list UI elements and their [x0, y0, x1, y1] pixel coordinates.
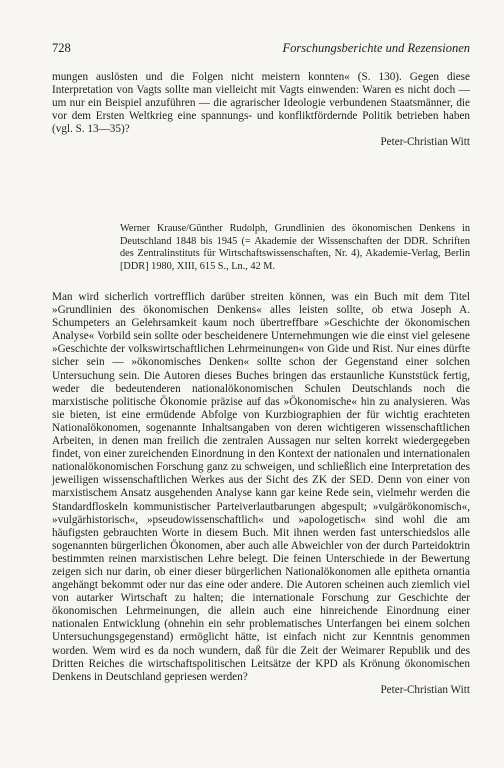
running-title: Forschungsberichte und Rezensionen [282, 41, 470, 55]
continuation-paragraph: mungen auslösten und die Folgen nicht meistern konnten« (S. 130). Gegen diese Interpretation von Vagts sollte man vielleicht mit Vagts einwenden: Waren es nicht doch — um nur ein Beispiel anzuführen — die agrarischer Ideologie verbundenen Staatsmänner, die vor dem Ersten Weltkrieg eine spannungs- und konfliktfördernde Politik betrieben haben (vgl. S. 13—35)? [52, 71, 470, 136]
page-header [52, 41, 470, 56]
review-body: Man wird sicherlich vortrefflich darüber streiten können, was ein Buch mit dem Titel »Grundlinien des ökonomischen Denkens« alles leisten sollte, ob etwa Joseph A. Schumpeters an Gelehrsamkeit kaum noch übertreffbare »Geschichte der ökonomischen Analyse« Vorbild sein sollte oder bescheidenere Unternehmungen wie die einst viel gelesene »Geschichte der volkswirtschaftlichen Lehrmeinungen« von Gide und Rist. Nur eines dürfte sicher sein — »ökonomisches Denken« sollte schon der Gegenstand einer solchen Untersuchung sein. Die Autoren dieses Buches bringen das erstaunliche Kunststück fertig, weder die bedeutenderen nationalökonomischen Schulen Deutschlands noch die marxistische politische Ökonomie präzise auf das »Ökonomische« hin zu analysieren. Was sie bieten, ist eine ermüdende Abfolge von Kurzbiographien der für wichtig erachteten Nationalökonomen, sogenannte Inhaltsangaben von deren wichtigeren wissenschaftlichen Arbeiten, in denen man freilich die zentralen Aussagen nur selten korrekt wiedergegeben findet, von einer zureichenden Einordnung in den Kontext der nationalen und internationalen nationalökonomischen Forschung ganz zu schweigen, und schließlich eine Interpretation des jeweiligen wissenschaftlichen Werkes aus der Sicht des ZK der SED. Denn von einer von marxistischem Ansatz ausgehenden Analyse kann gar keine Rede sein, vielmehr werden die Standardfloskeln kommunistischer Parteiverlautbarungen abgespult; »vulgärökonomisch«, »vulgärhistorisch«, »pseudowissenschaftlich« und »apologetisch« sind wohl die am häufigsten gebrauchten Worte in diesem Buch. Mit ihnen werden fast unterschiedslos alle sogenannten bürgerlichen Ökonomen, aber auch alle Abweichler von der durch Parteidoktrin bestimmten reinen marxistischen Lehre belegt. Die feinen Unterschiede in der Bewertung zeigen sich nur darin, ob einer dieser bürgerlichen Nationalökonomen alle epitheta ornantia angehängt bekommt oder nur das eine oder andere. Die Autoren scheinen auch ziemlich viel von autarker Wirtschaft zu halten; die internationale Forschung zur Geschichte der ökonomischen Lehrmeinungen, die allein auch eine hinreichende Einordnung einer nationalen Entwicklung (ohnehin ein sehr problematisches Unterfangen bei einem solchen Untersuchungsgegenstand) ermöglicht hätte, ist einfach nicht zur Kenntnis genommen worden. Wem wird es da noch wundern, daß für die Zeit der Weimarer Republik und des Dritten Reiches die wirtschaftspolitischen Leitsätze der KPD als Krönung ökonomischen Denkens in Deutschland gepriesen werden? [52, 291, 470, 683]
continuation-section [52, 71, 470, 150]
book-citation: Werner Krause/Günther Rudolph, Grundlinien des ökonomischen Denkens in Deutschland 1848 bis 1945 (= Akademie der Wissenschaften der DDR. Schriften des Zentralinstituts für Wirtschaftswissenschaften, Nr. 4), Akademie-Verlag, Berlin [DDR] 1980, XIII, 615 S., Ln., 42 M. [120, 223, 470, 272]
review-section [52, 291, 470, 697]
page-number: 728 [52, 41, 71, 55]
review-signature: Peter-Christian Witt [380, 683, 470, 696]
continuation-signature: Peter-Christian Witt [380, 136, 470, 149]
